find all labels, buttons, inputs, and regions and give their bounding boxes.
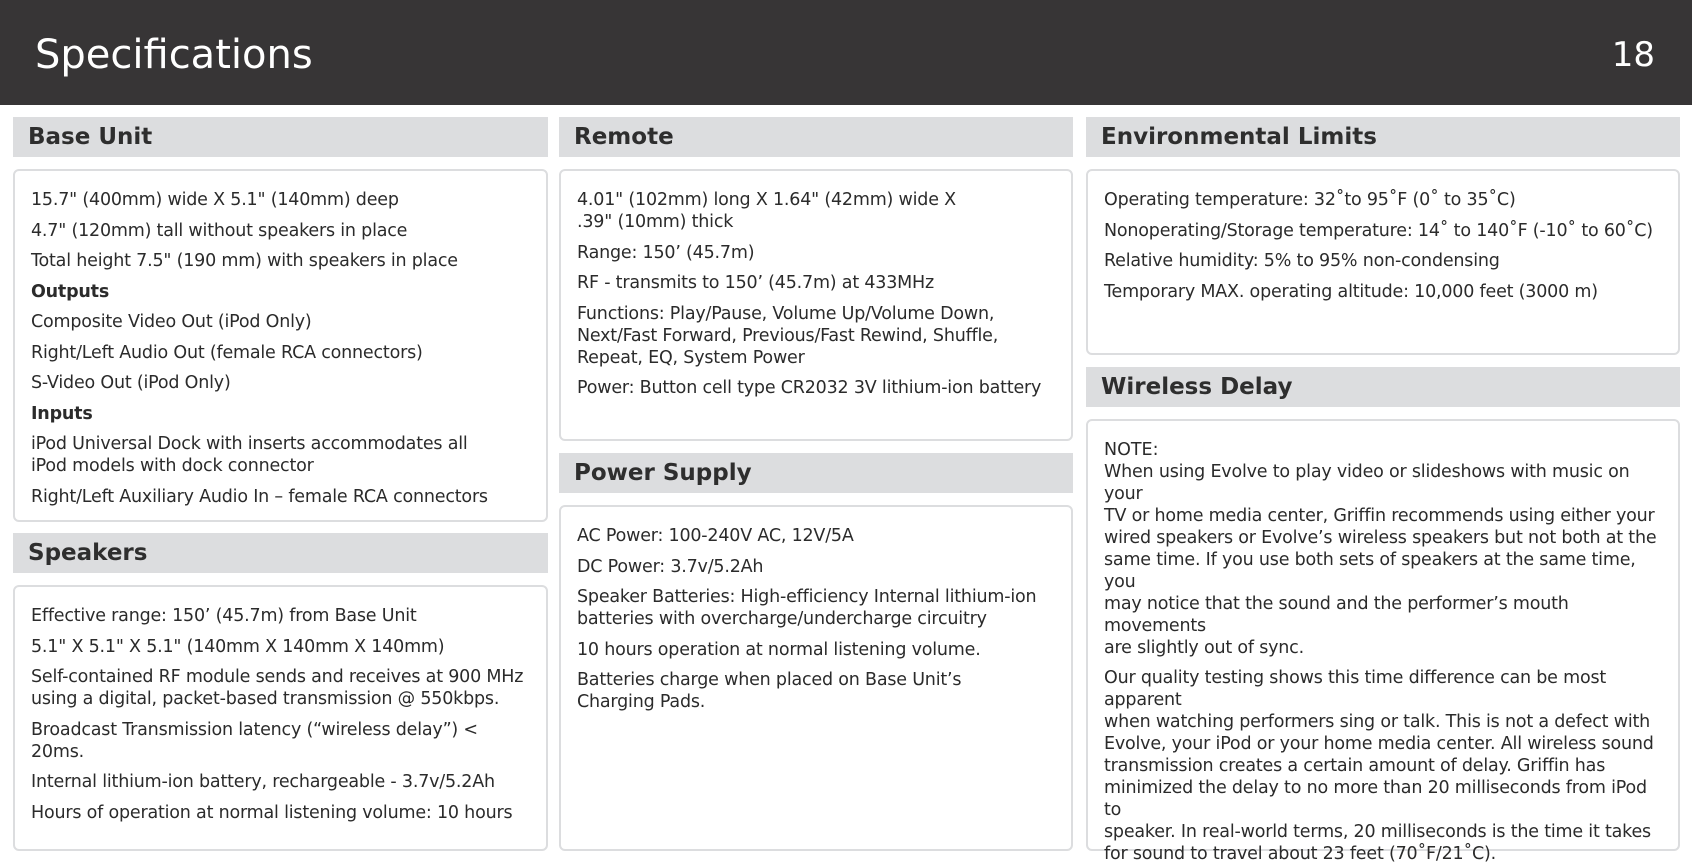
spec-line: 5.1" X 5.1" X 5.1" (140mm X 140mm X 140mm) — [31, 636, 445, 657]
spec-line: 10 hours operation at normal listening volume. — [577, 639, 981, 660]
spec-line: Effective range: 150’ (45.7m) from Base Unit — [31, 606, 417, 626]
speakers-panel — [13, 585, 548, 851]
spec-line: Composite Video Out (iPod Only) — [31, 312, 312, 332]
page-header — [0, 0, 1692, 105]
power-supply-heading: Power Supply — [559, 453, 1073, 493]
spec-line: DC Power: 3.7v/5.2Ah — [577, 556, 764, 577]
spec-line: 4.01" (102mm) long X 1.64" (42mm) wide X .39" (10mm) thick — [577, 190, 956, 232]
spec-line: 15.7" (400mm) wide X 5.1" (140mm) deep — [31, 190, 399, 210]
spec-line: Functions: Play/Pause, Volume Up/Volume Down, Next/Fast Forward, Previous/Fast Rewind, Shuffle, Repeat, EQ, System Power — [577, 303, 999, 368]
spec-line: S-Video Out (iPod Only) — [31, 373, 231, 393]
spec-line: Right/Left Auxiliary Audio In – female RCA connectors — [31, 486, 488, 507]
spec-line: Speaker Batteries: High-efficiency Internal lithium-ion batteries with overcharge/undercharge circuitry — [577, 587, 1037, 629]
spec-line: AC Power: 100-240V AC, 12V/5A — [577, 526, 854, 546]
spec-line: Nonoperating/Storage temperature: 14˚ to 140˚F (-10˚ to 60˚C) — [1104, 220, 1653, 241]
inputs-subheading: Inputs — [31, 403, 93, 424]
wireless-delay-heading: Wireless Delay — [1086, 367, 1680, 407]
spec-line: iPod Universal Dock with inserts accommodates all iPod models with dock connector — [31, 434, 468, 476]
spec-line: Power: Button cell type CR2032 3V lithium-ion battery — [577, 378, 1042, 398]
outputs-subheading: Outputs — [31, 281, 110, 302]
environmental-limits-panel — [1086, 169, 1680, 355]
note-paragraph: When using Evolve to play video or slideshows with music on your TV or home media center, Griffin recommends using either your wired speakers or Evolve’s wireless speakers but not both at the same time. If you use both sets of speakers at the same time, you may notice that the sound and the performer’s mouth movements are slightly out of sync. — [1104, 462, 1657, 658]
spec-line: Right/Left Audio Out (female RCA connectors) — [31, 342, 423, 363]
spec-line: Self-contained RF module sends and receives at 900 MHz using a digital, packet-based transmission @ 550kbps. — [31, 667, 524, 709]
note-label: NOTE: — [1104, 440, 1159, 460]
spec-line: Operating temperature: 32˚to 95˚F (0˚ to 35˚C) — [1104, 190, 1516, 210]
spec-line: Range: 150’ (45.7m) — [577, 242, 755, 263]
spec-line: RF - transmits to 150’ (45.7m) at 433MHz — [577, 273, 934, 293]
remote-panel — [559, 169, 1073, 441]
spec-line: Internal lithium-ion battery, rechargeable - 3.7v/5.2Ah — [31, 772, 495, 792]
spec-line: Relative humidity: 5% to 95% non-condensing — [1104, 251, 1500, 271]
wireless-delay-panel — [1086, 419, 1680, 864]
speakers-heading: Speakers — [13, 533, 548, 573]
spec-line: Temporary MAX. operating altitude: 10,000 feet (3000 m) — [1104, 281, 1598, 302]
spec-line: Hours of operation at normal listening volume: 10 hours — [31, 802, 513, 823]
spec-line: Broadcast Transmission latency (“wireless delay”) < 20ms. — [31, 719, 478, 762]
spec-line: 4.7" (120mm) tall without speakers in place — [31, 220, 408, 241]
power-supply-panel — [559, 505, 1073, 851]
spec-line: Batteries charge when placed on Base Unit’s Charging Pads. — [577, 670, 962, 712]
remote-heading: Remote — [559, 117, 1073, 157]
page-title: Specifications — [35, 32, 313, 78]
environmental-limits-heading: Environmental Limits — [1086, 117, 1680, 157]
base-unit-heading: Base Unit — [13, 117, 548, 157]
base-unit-panel — [13, 169, 548, 522]
spec-line: Total height 7.5" (190 mm) with speakers in place — [31, 251, 458, 271]
note-paragraph: Our quality testing shows this time difference can be most apparent when watching performers sing or talk. This is not a defect with Evolve, your iPod or your home media center. All wireless sound transmission creates a certain amount of delay. Griffin has minimized the delay to no more than 20 milliseconds from iPod to speaker. In real-world terms, 20 milliseconds is the time it takes for sound to travel about 23 feet (70˚F/21˚C). — [1104, 668, 1654, 864]
page-number: 18 — [1611, 35, 1655, 75]
